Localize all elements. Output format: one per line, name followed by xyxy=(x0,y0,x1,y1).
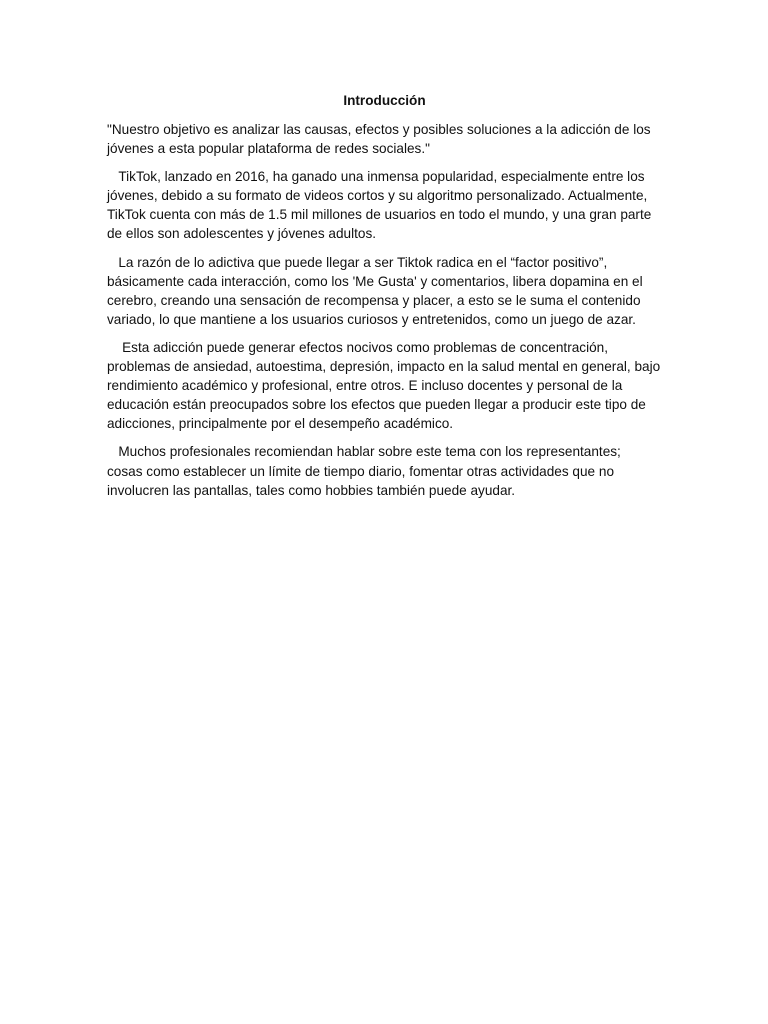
document-title: Introducción xyxy=(343,93,426,108)
paragraph-recommendations: Muchos profesionales recomiendan hablar sobre este tema con los representantes; cosas como establecer un límite de tiempo diario, fomentar otras actividades que no involucren las pantallas, tales como hobbies también puede ayudar. xyxy=(107,444,625,498)
paragraph-addiction-reason: La razón de lo adictiva que puede llegar a ser Tiktok radica en el “factor positivo”, básicamente cada interacción, como los 'Me Gusta' y comentarios, libera dopamina en el cerebro, creando una sensación de recompensa y placer, a esto se le suma el contenido variado, lo que mantiene a los usuarios curiosos y entretenidos, como un juego de azar. xyxy=(107,254,643,327)
paragraph-tiktok-intro: TikTok, lanzado en 2016, ha ganado una inmensa popularidad, especialmente entre los jóvenes, debido a su formato de videos cortos y su algoritmo personalizado. Actualmente, TikTok cuenta con más de 1.5 mil millones de usuarios en todo el mundo, y una gran parte de ellos son adolescentes y jóvenes adultos. xyxy=(107,169,652,242)
paragraph-harmful-effects: Esta adicción puede generar efectos nocivos como problemas de concentración, problemas de ansiedad, autoestima, depresión, impacto en la salud mental en general, bajo rendimiento académico y profesional, entre otros. E incluso docentes y personal de la educación están preocupados sobre los efectos que pueden llegar a producir este tipo de adicciones, principalmente por el desempeño académico. xyxy=(107,339,661,432)
paragraph-objective: "Nuestro objetivo es analizar las causas, efectos y posibles soluciones a la adicción de los jóvenes a esta popular plataforma de redes sociales." xyxy=(107,122,651,157)
